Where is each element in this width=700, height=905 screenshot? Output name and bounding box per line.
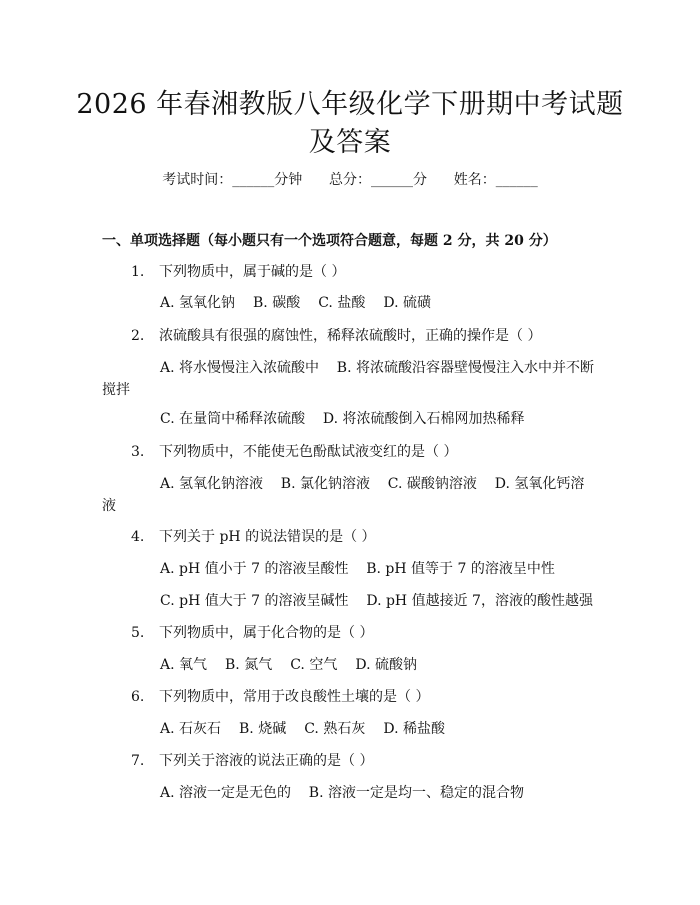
question-4-options-line1: A. pH 值小于 7 的溶液呈酸性 B. pH 值等于 7 的溶液呈中性 [160,561,555,577]
question-text: 下列物质中，不能使无色酚酞试液变红的是（ ） [159,444,458,460]
question-2-options-wrap: 搅拌 [102,382,130,398]
question-text: 下列关于溶液的说法正确的是（ ） [159,753,374,769]
question-2 [131,325,541,345]
option-d: D. 硫酸钠 [355,657,417,673]
option-a: A. 氧气 [160,657,208,673]
option-b: B. 氮气 [225,657,273,673]
exam-info-line: 考试时间：______分钟 总分：______分 姓名：______ [162,172,538,188]
question-5 [131,622,373,642]
question-7 [131,750,373,770]
question-5-options [160,654,435,674]
question-text: 下列关于 pH 的说法错误的是（ ） [159,529,376,545]
option-a: A. 石灰石 [160,721,222,737]
question-text: 下列物质中，常用于改良酸性土壤的是（ ） [159,689,430,705]
question-number: 6. [131,689,145,705]
question-1-options [160,292,449,312]
question-number: 7. [131,753,145,769]
question-number: 2. [131,328,145,344]
option-c: C. 熟石灰 [304,721,366,737]
section-heading-single-choice: 一、单项选择题（每小题只有一个选项符合题意，每题 2 分，共 20 分） [102,233,557,249]
question-number: 1. [131,264,145,280]
option-a: A. 氢氧化钠 [160,295,236,311]
question-3-options-wrap: 液 [102,498,116,514]
question-4 [131,526,376,546]
question-1 [131,261,345,281]
option-d: D. 稀盐酸 [383,721,445,737]
option-d: D. 硫磺 [383,295,431,311]
exam-title-line2: 及答案 [308,127,392,158]
question-6-options [160,718,463,738]
option-b: B. 烧碱 [239,721,287,737]
question-2-options-line2: C. 在量筒中稀释浓硫酸 D. 将浓硫酸倒入石棉网加热稀释 [160,411,525,427]
question-3 [131,441,457,461]
question-2-options-line1: A. 将水慢慢注入浓硫酸中 B. 将浓硫酸沿容器壁慢慢注入水中并不断 [160,360,594,376]
question-4-options-line2: C. pH 值大于 7 的溶液呈碱性 D. pH 值越接近 7，溶液的酸性越强 [160,593,593,609]
question-number: 3. [131,444,145,460]
question-7-options-line1: A. 溶液一定是无色的 B. 溶液一定是均一、稳定的混合物 [160,785,524,801]
question-6 [131,686,429,706]
question-text: 下列物质中，属于化合物的是（ ） [159,625,374,641]
option-c: C. 盐酸 [318,295,366,311]
question-3-options-line1: A. 氢氧化钠溶液 B. 氯化钠溶液 C. 碳酸钠溶液 D. 氢氧化钙溶 [160,476,585,492]
option-b: B. 碳酸 [253,295,301,311]
option-c: C. 空气 [290,657,338,673]
question-number: 4. [131,529,145,545]
question-text: 浓硫酸具有很强的腐蚀性，稀释浓硫酸时，正确的操作是（ ） [159,328,542,344]
question-number: 5. [131,625,145,641]
exam-title-line1: 2026 年春湘教版八年级化学下册期中考试题 [76,89,624,120]
question-text: 下列物质中，属于碱的是（ ） [159,264,346,280]
